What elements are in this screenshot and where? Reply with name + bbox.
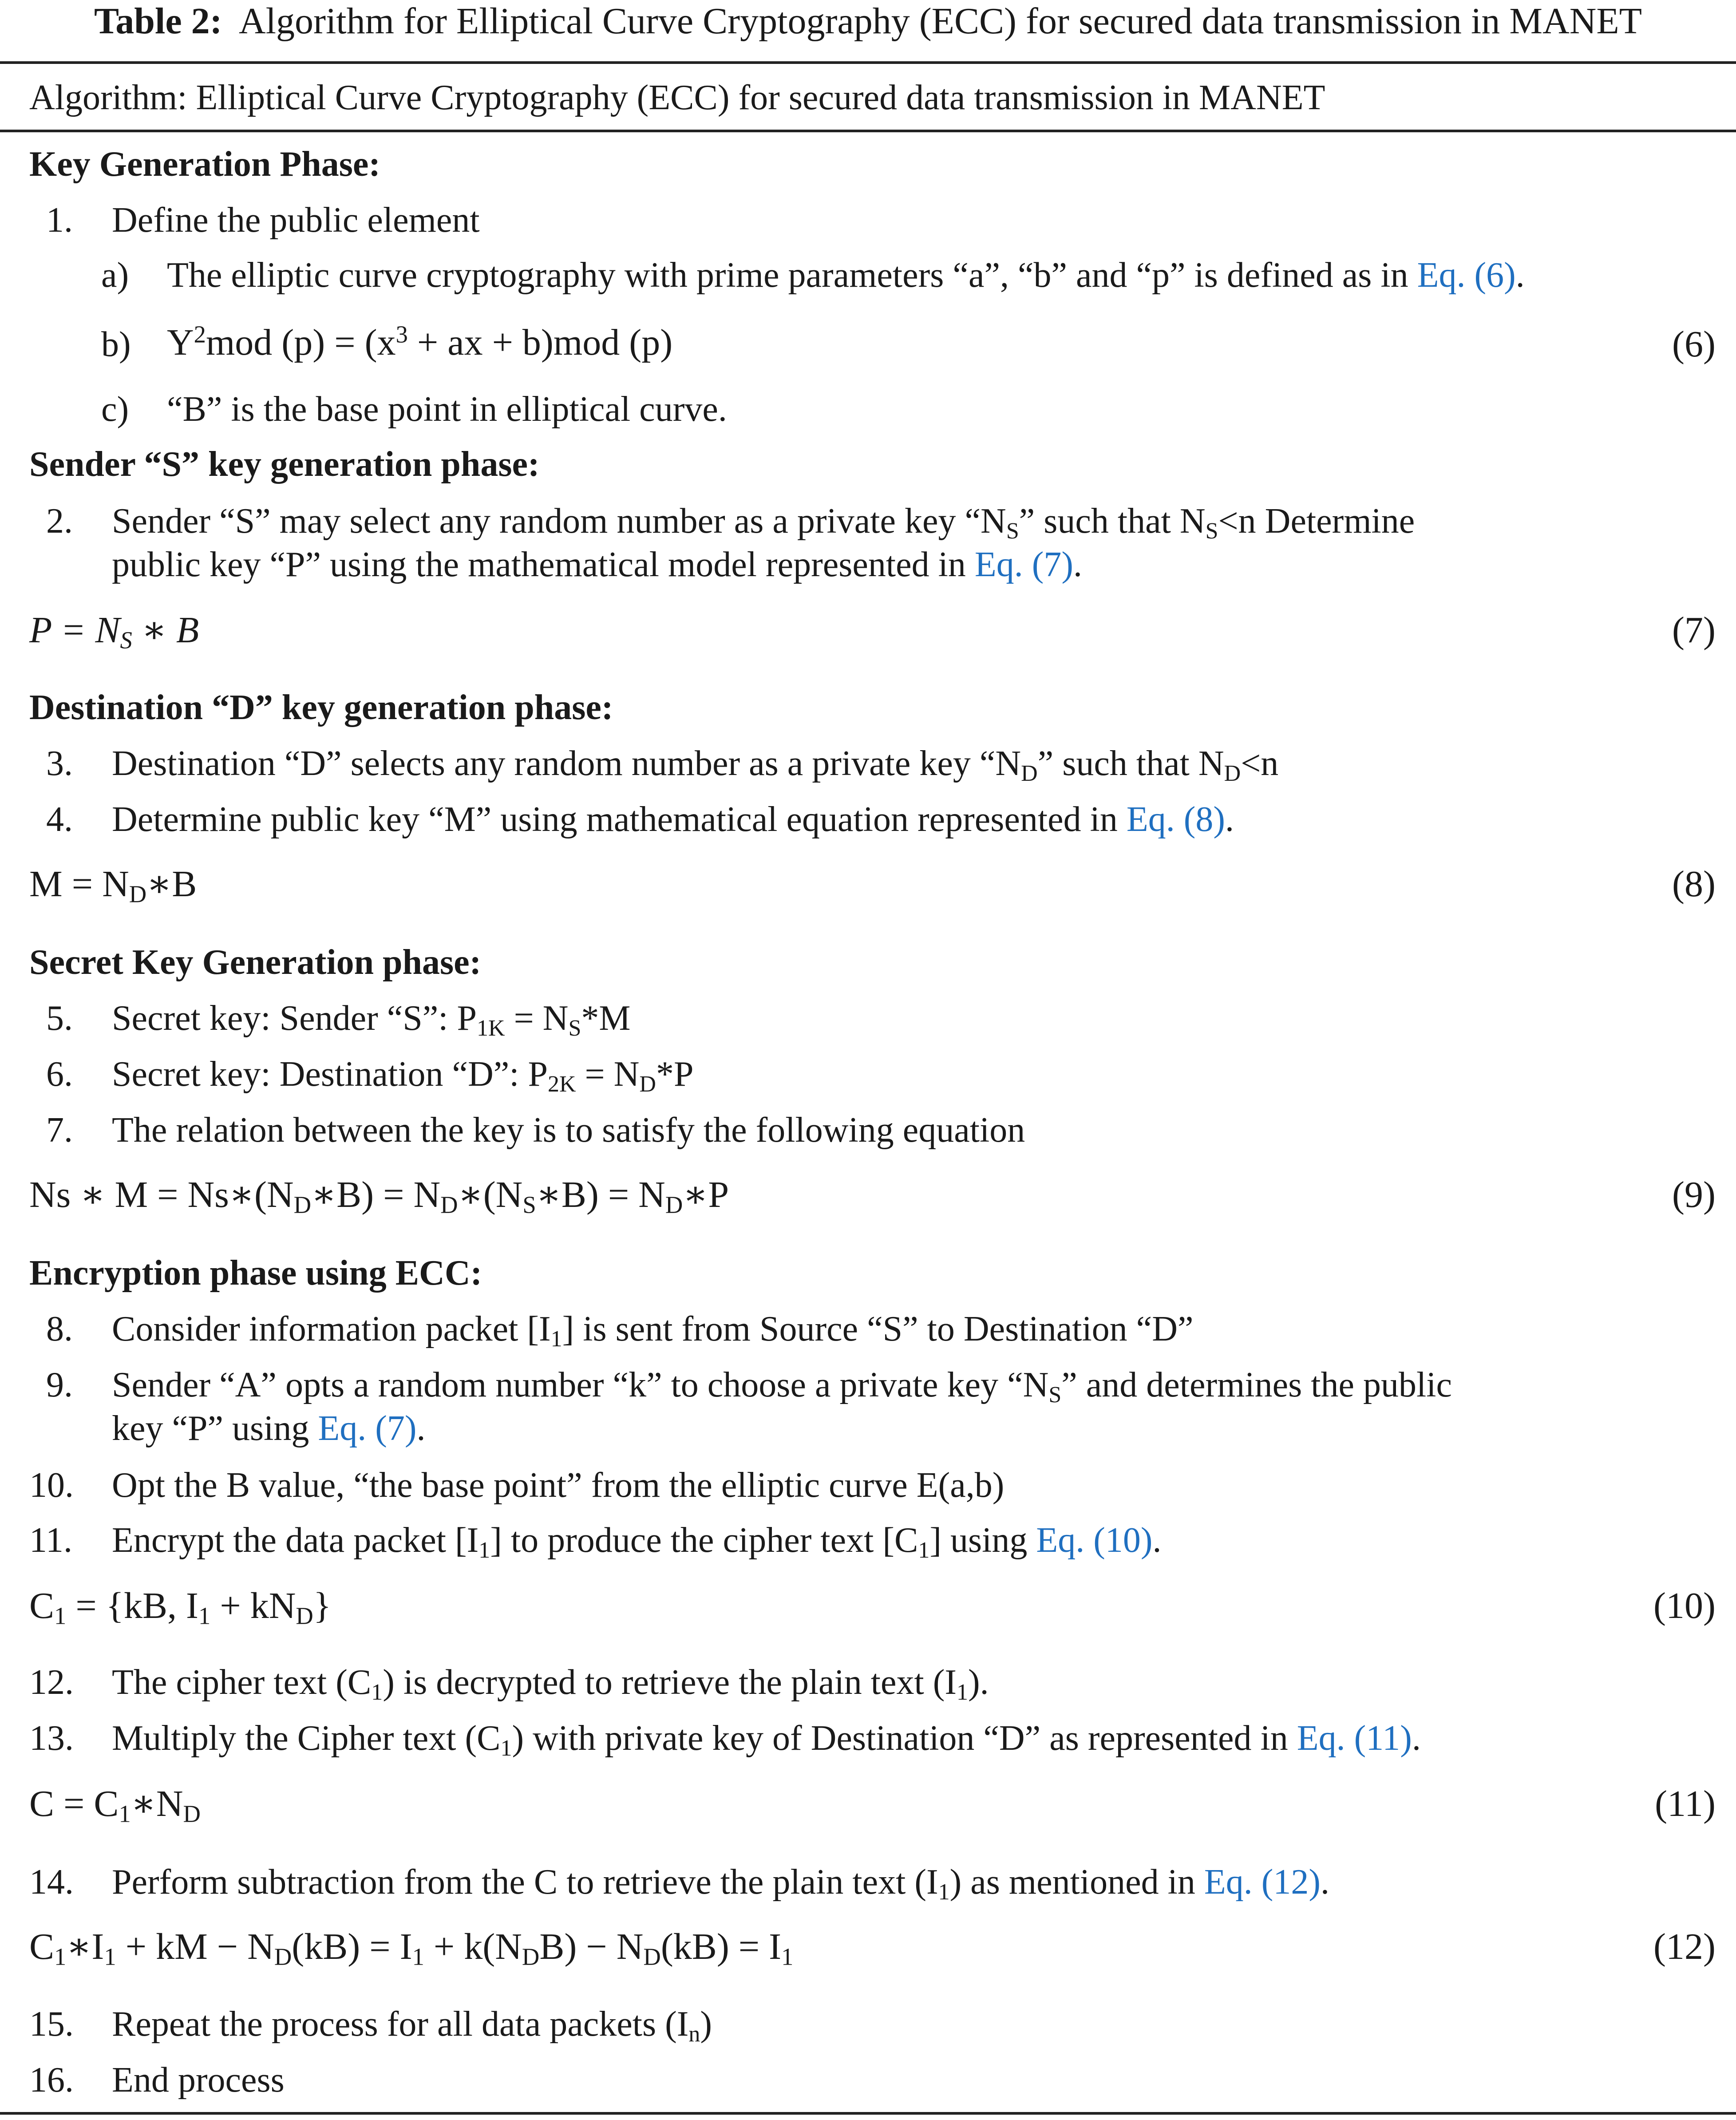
step-number: 16. [29, 2061, 74, 2100]
step-number: 8. [46, 1309, 73, 1349]
eq-11-link[interactable]: Eq. (11) [1297, 1719, 1412, 1758]
equation-number: (7) [1672, 609, 1716, 651]
step-9-text-line2: key “P” using Eq. (7). [112, 1409, 426, 1448]
substep-letter: c) [101, 390, 129, 429]
substep-a-text: The elliptic curve cryptography with prime parameters “a”, “b” and “p” is defined as in Eq. (6). [167, 256, 1525, 295]
section-destination: Destination “D” key generation phase: [29, 688, 613, 727]
table-label: Table 2: [94, 0, 222, 42]
equation-12: $C_1∗I_1$ + kM − $N_D(kB) = I_1 + k(N_DB) - N_D(kB) = I_1$ [29, 1926, 794, 1970]
equation-number: (12) [1653, 1926, 1716, 1967]
equation-number: (10) [1653, 1585, 1716, 1626]
equation-6: $Y^2mod$ $(p) = (x^3$ + ax + b)mod (p) [167, 320, 673, 363]
step-13-text: Multiply the Cipher text $(C_1)$ with private key of Destination “D” as represented in Eq. (11). [112, 1719, 1421, 1761]
table-caption [0, 0, 1736, 43]
step-number: 1. [46, 201, 73, 240]
eq-7-link[interactable]: Eq. (7) [318, 1409, 417, 1448]
equation-10: $C_1 = \{kB$, $I_1 + kN_D$} [29, 1585, 332, 1630]
equation-9: Ns ∗ $M = Ns∗(N_D∗B)$ = $N_D∗(N_S∗B)$ = $N_D∗P$ [29, 1174, 729, 1218]
step-number: 13. [29, 1719, 74, 1758]
step-11-text: Encrypt the data packet $[I_1]$ to produce the cipher text $[C_1]$ using Eq. (10). [112, 1521, 1162, 1563]
section-key-generation: Key Generation Phase: [29, 145, 380, 184]
step-number: 10. [29, 1466, 74, 1505]
substep-letter: a) [101, 256, 129, 295]
step-1-text: Define the public element [112, 201, 480, 240]
substep-c-text: “B” is the base point in elliptical curve. [167, 390, 727, 429]
step-number: 3. [46, 744, 73, 783]
step-12-text: The cipher text $(C_1)$ is decrypted to retrieve the plain text $(I_1)$. [112, 1663, 989, 1705]
equation-number: (6) [1672, 324, 1716, 365]
step-2-text: Sender “S” may select any random number as a private key “$N_S$” such that $N_S<n$ Determine [112, 502, 1415, 544]
step-number: 12. [29, 1663, 74, 1702]
step-2-text-line2: public key “P” using the mathematical model represented in Eq. (7). [112, 545, 1082, 584]
step-15-text: Repeat the process for all data packets $(I_n)$ [112, 2005, 712, 2047]
equation-7: $P = N_S$ ∗ B [29, 609, 199, 654]
step-number: 5. [46, 999, 73, 1038]
header-rule [0, 130, 1736, 132]
section-sender: Sender “S” key generation phase: [29, 445, 540, 484]
eq-12-link[interactable]: Eq. (12) [1204, 1863, 1321, 1902]
step-9-text: Sender “A” opts a random number “k” to choose a private key “$N_S$” and determines the public [112, 1365, 1452, 1408]
eq-7-link[interactable]: Eq. (7) [974, 545, 1073, 584]
step-7-text: The relation between the key is to satisfy the following equation [112, 1111, 1025, 1150]
step-number: 14. [29, 1863, 74, 1902]
top-rule [0, 61, 1736, 64]
step-6-text: Secret key: Destination “D”: $P_{2K} = N_D*P$ [112, 1055, 694, 1097]
substep-letter: b) [101, 325, 131, 364]
section-encryption: Encryption phase using ECC: [29, 1254, 482, 1293]
equation-number: (11) [1655, 1783, 1716, 1824]
eq-10-link[interactable]: Eq. (10) [1036, 1521, 1153, 1560]
step-number: 6. [46, 1055, 73, 1094]
step-number: 7. [46, 1111, 73, 1150]
step-number: 11. [29, 1521, 73, 1560]
equation-number: (8) [1672, 863, 1716, 905]
equation-8: $M = N_D∗B$ [29, 863, 197, 908]
equation-11: $C = C_1∗N_D$ [29, 1783, 201, 1827]
step-4-text: Determine public key “M” using mathematical equation represented in Eq. (8). [112, 800, 1234, 839]
step-number: 15. [29, 2005, 74, 2044]
step-14-text: Perform subtraction from the C to retrieve the plain text $(I_1)$ as mentioned in Eq. (12). [112, 1863, 1329, 1905]
bottom-rule [0, 2112, 1736, 2115]
step-number: 4. [46, 800, 73, 839]
table-caption-text: Algorithm for Elliptical Curve Cryptography (ECC) for secured data transmission in MANET [238, 0, 1642, 42]
step-number: 2. [46, 502, 73, 541]
step-16-text: End process [112, 2061, 285, 2100]
step-5-text: Secret key: Sender “S”: $P_{1K} = N_S*M$ [112, 999, 631, 1041]
equation-number: (9) [1672, 1174, 1716, 1215]
step-number: 9. [46, 1365, 73, 1404]
section-secret-key: Secret Key Generation phase: [29, 943, 482, 982]
eq-8-link[interactable]: Eq. (8) [1126, 800, 1226, 839]
step-10-text: Opt the B value, “the base point” from the elliptic curve E(a,b) [112, 1466, 1004, 1505]
step-8-text: Consider information packet $[I_1]$ is sent from Source “S” to Destination “D” [112, 1309, 1194, 1352]
eq-6-link[interactable]: Eq. (6) [1417, 256, 1516, 295]
algorithm-header: Algorithm: Elliptical Curve Cryptography (ECC) for secured data transmission in MANET [29, 78, 1325, 117]
step-3-text: Destination “D” selects any random number as a private key “$N_D$” such that $N_D<n$ [112, 744, 1279, 786]
